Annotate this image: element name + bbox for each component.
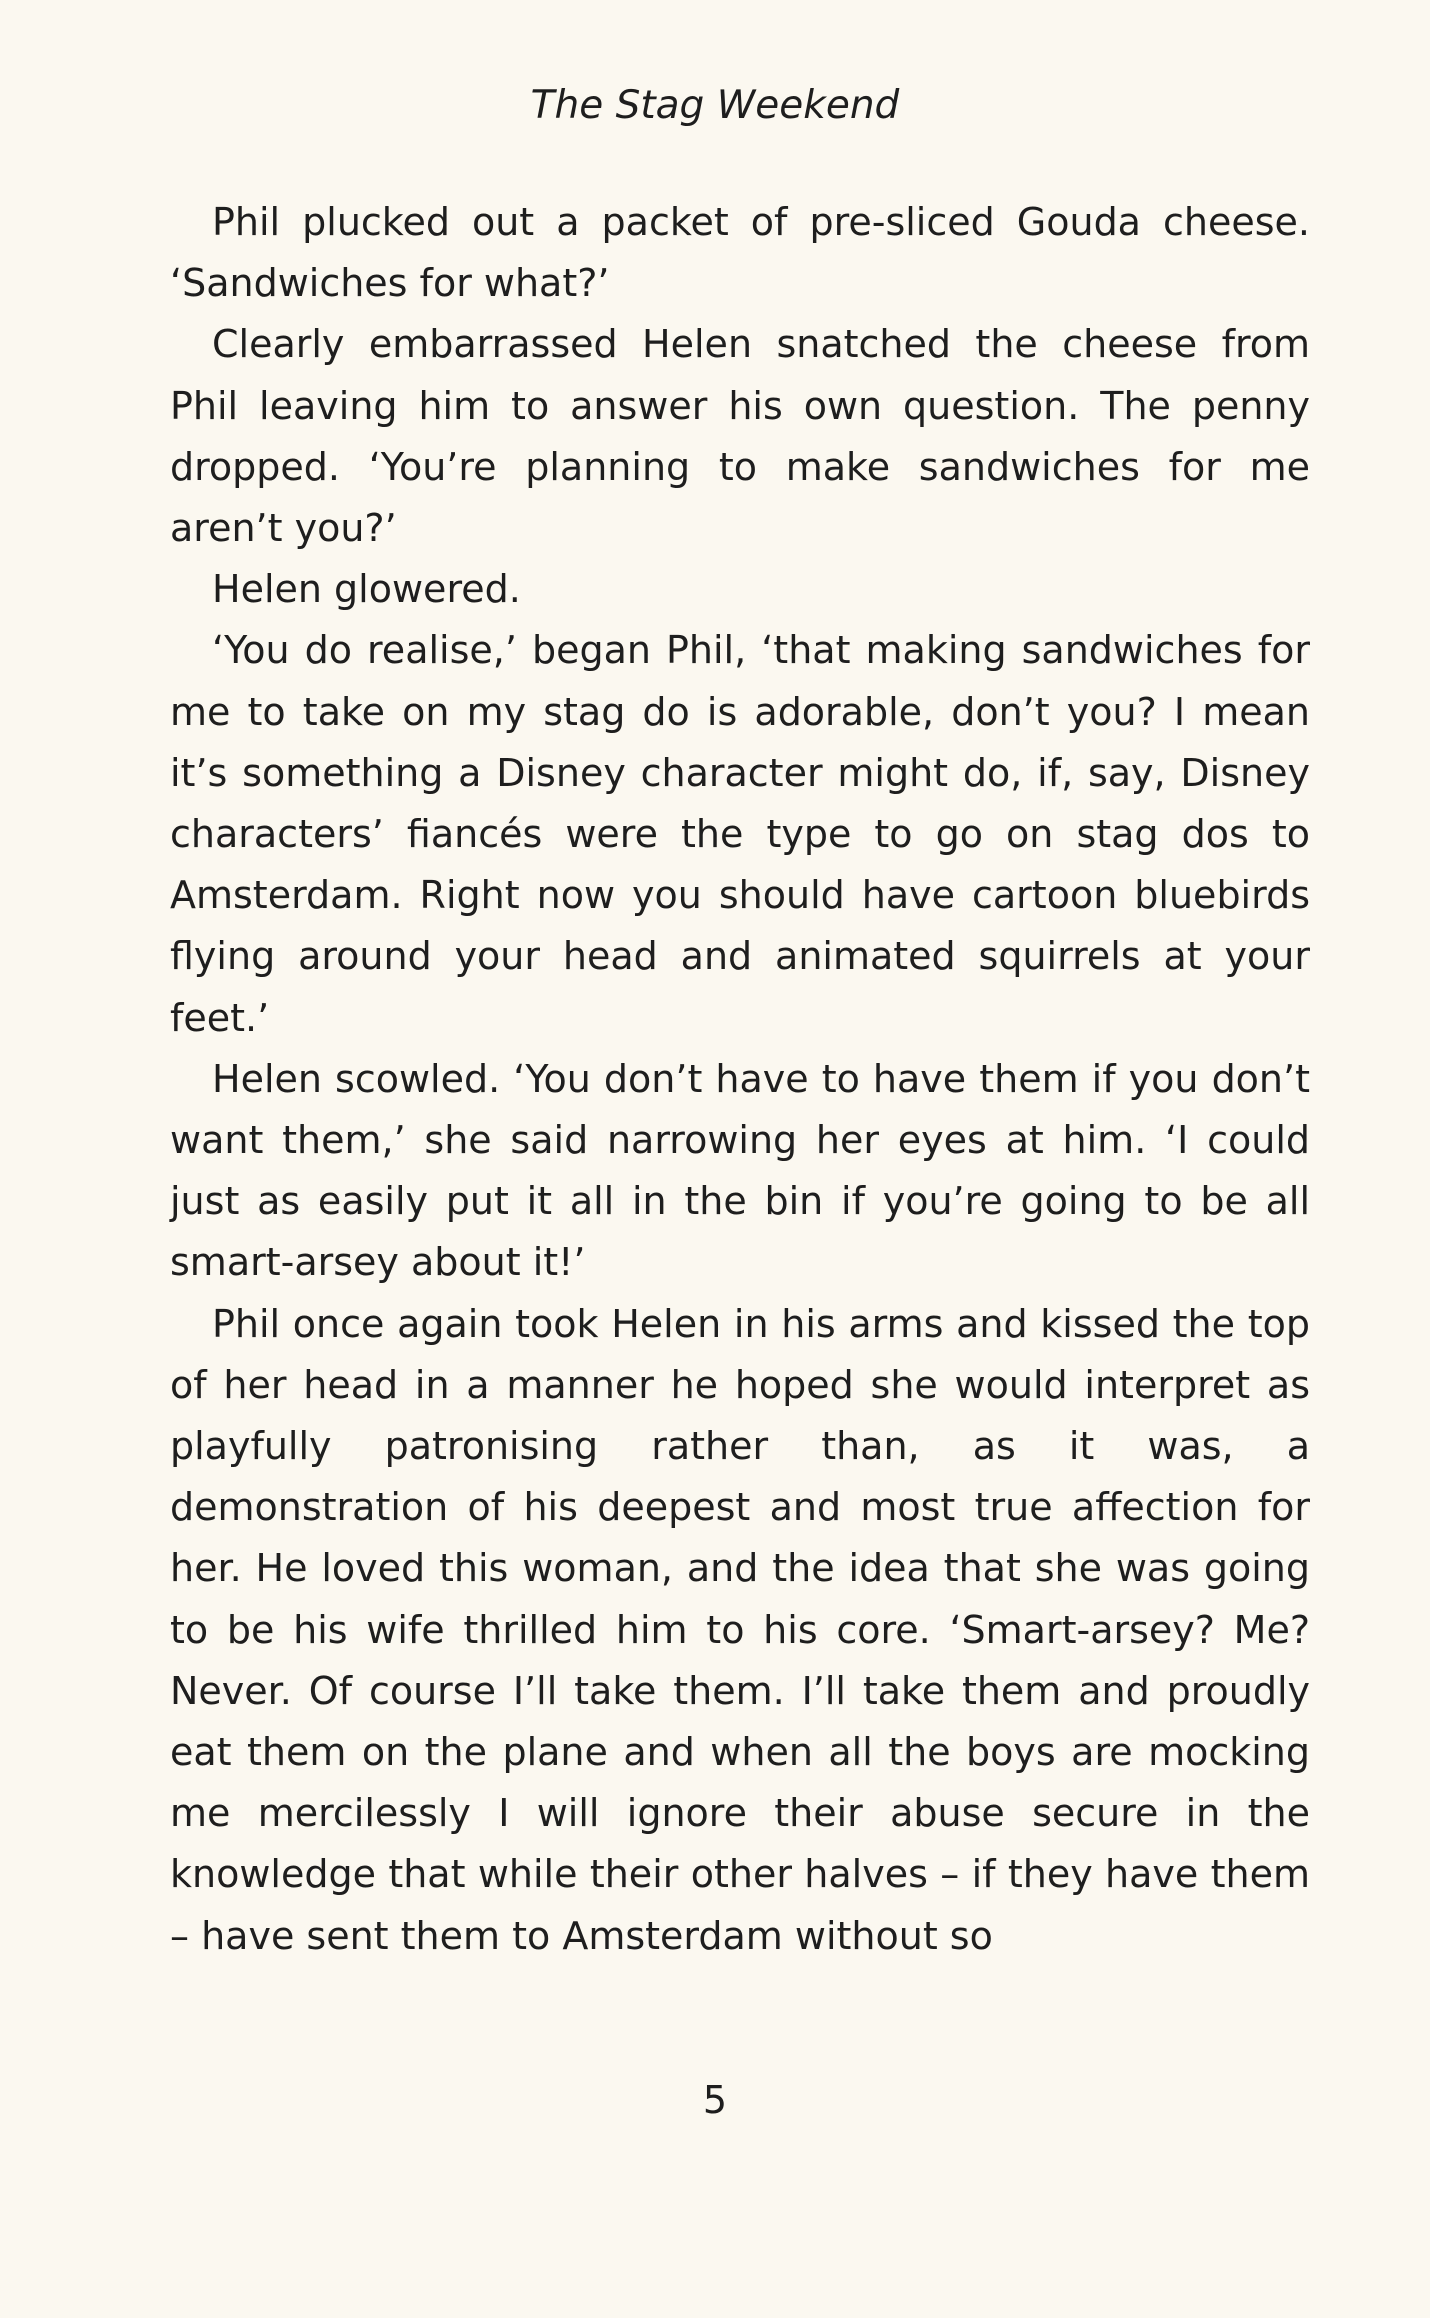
paragraph: Phil once again took Helen in his arms and kissed the top of her head in a manner he hoped she would interpret as playfully patronising rather than, as it was, a demonstration of his deepest and most true affection for her. He loved this woman, and the idea that she was going to be his wife thrilled him to his core. ‘Smart-arsey? Me? Never. Of course I’ll take them. I’ll take them and proudly eat them on the plane and when all the boys are mocking me mercilessly I will ignore their abuse secure in the knowledge that while their other halves – if they have them – have sent them to Amsterdam without so [170,1301,1310,1958]
paragraph: Clearly embarrassed Helen snatched the cheese from Phil leaving him to answer his own question. The penny dropped. ‘You’re planning to make sandwiches for me aren’t you?’ [170,322,1310,551]
running-head: The Stag Weekend [530,83,900,128]
body-text [170,192,1310,1967]
page-number: 5 [702,2078,728,2122]
paragraph: Helen scowled. ‘You don’t have to have them if you don’t want them,’ she said narrowing her eyes at him. ‘I could just as easily put it all in the bin if you’re going to be all smart-arsey about it!’ [170,1056,1310,1285]
paragraph: ‘You do realise,’ began Phil, ‘that making sandwiches for me to take on my stag do is adorable, don’t you? I mean it’s something a Disney character might do, if, say, Disney characters’ fiancés were the type to go on stag dos to Amsterdam. Right now you should have cartoon bluebirds flying around your head and animated squirrels at your feet.’ [170,628,1310,1040]
paragraph: Helen glowered. [212,567,521,612]
paragraph: Phil plucked out a packet of pre-sliced Gouda cheese. ‘Sandwiches for what?’ [170,200,1310,306]
